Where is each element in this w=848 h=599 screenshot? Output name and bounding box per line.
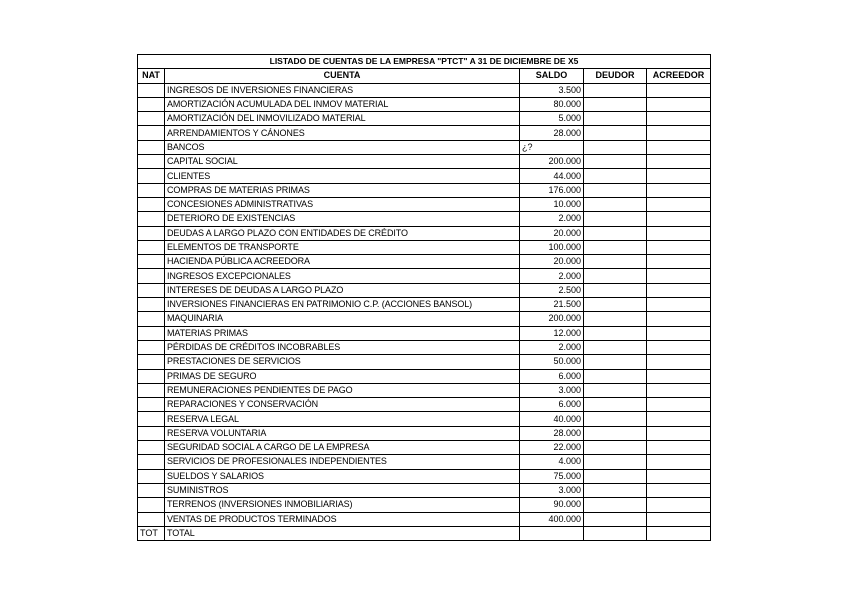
acreedor-cell[interactable]: [647, 383, 711, 397]
nat-cell[interactable]: [138, 441, 165, 455]
cuenta-cell: DETERIORO DE EXISTENCIAS: [165, 212, 520, 226]
deudor-cell[interactable]: [584, 140, 647, 154]
saldo-cell: 28.000: [520, 126, 584, 140]
acreedor-cell[interactable]: [647, 469, 711, 483]
deudor-cell[interactable]: [584, 112, 647, 126]
nat-cell[interactable]: [138, 212, 165, 226]
nat-cell[interactable]: [138, 326, 165, 340]
saldo-cell: 3.000: [520, 383, 584, 397]
acreedor-cell[interactable]: [647, 226, 711, 240]
cuenta-cell: INGRESOS DE INVERSIONES FINANCIERAS: [165, 83, 520, 97]
cuenta-cell: CLIENTES: [165, 169, 520, 183]
nat-cell[interactable]: [138, 340, 165, 354]
table-row: [138, 240, 711, 254]
deudor-cell[interactable]: [584, 183, 647, 197]
saldo-cell: 6.000: [520, 369, 584, 383]
table-body: [138, 83, 711, 526]
table-row: [138, 312, 711, 326]
nat-cell[interactable]: [138, 126, 165, 140]
total-label: TOTAL: [165, 526, 520, 540]
acreedor-cell[interactable]: [647, 269, 711, 283]
table-row: [138, 355, 711, 369]
saldo-cell: 2.500: [520, 283, 584, 297]
acreedor-cell[interactable]: [647, 183, 711, 197]
deudor-cell[interactable]: [584, 226, 647, 240]
table-row: [138, 226, 711, 240]
deudor-cell[interactable]: [584, 398, 647, 412]
cuenta-cell: RESERVA VOLUNTARIA: [165, 426, 520, 440]
acreedor-cell[interactable]: [647, 240, 711, 254]
saldo-cell: ¿?: [520, 140, 584, 154]
saldo-cell: 2.000: [520, 340, 584, 354]
nat-cell[interactable]: [138, 355, 165, 369]
deudor-cell[interactable]: [584, 298, 647, 312]
cuenta-cell: AMORTIZACIÓN ACUMULADA DEL INMOV MATERIAL: [165, 97, 520, 111]
acreedor-cell[interactable]: [647, 441, 711, 455]
saldo-cell: 2.000: [520, 269, 584, 283]
header-deudor: DEUDOR: [584, 69, 647, 83]
table-row: [138, 140, 711, 154]
deudor-cell[interactable]: [584, 169, 647, 183]
header-saldo: SALDO: [520, 69, 584, 83]
table-row: [138, 340, 711, 354]
nat-cell[interactable]: [138, 483, 165, 497]
saldo-cell: 200.000: [520, 312, 584, 326]
saldo-cell: 200.000: [520, 155, 584, 169]
table-row: [138, 83, 711, 97]
deudor-cell[interactable]: [584, 83, 647, 97]
deudor-cell[interactable]: [584, 383, 647, 397]
cuenta-cell: CAPITAL SOCIAL: [165, 155, 520, 169]
acreedor-cell[interactable]: [647, 512, 711, 526]
table-row: [138, 298, 711, 312]
acreedor-cell[interactable]: [647, 340, 711, 354]
saldo-cell: 3.500: [520, 83, 584, 97]
deudor-cell[interactable]: [584, 355, 647, 369]
table-row: [138, 97, 711, 111]
table-row: [138, 169, 711, 183]
table-row: [138, 426, 711, 440]
cuenta-cell: SEGURIDAD SOCIAL A CARGO DE LA EMPRESA: [165, 441, 520, 455]
nat-cell[interactable]: [138, 240, 165, 254]
header-cuenta: CUENTA: [165, 69, 520, 83]
cuenta-cell: REMUNERACIONES PENDIENTES DE PAGO: [165, 383, 520, 397]
title-row: [138, 55, 711, 69]
deudor-cell[interactable]: [584, 126, 647, 140]
cuenta-cell: TERRENOS (INVERSIONES INMOBILIARIAS): [165, 498, 520, 512]
acreedor-cell[interactable]: [647, 498, 711, 512]
nat-cell[interactable]: [138, 255, 165, 269]
nat-cell[interactable]: [138, 155, 165, 169]
acreedor-cell[interactable]: [647, 126, 711, 140]
nat-cell[interactable]: [138, 383, 165, 397]
deudor-cell[interactable]: [584, 197, 647, 211]
total-saldo[interactable]: [520, 526, 584, 540]
saldo-cell: 50.000: [520, 355, 584, 369]
deudor-cell[interactable]: [584, 340, 647, 354]
nat-cell[interactable]: [138, 298, 165, 312]
table-row: [138, 326, 711, 340]
nat-cell[interactable]: [138, 197, 165, 211]
acreedor-cell[interactable]: [647, 197, 711, 211]
acreedor-cell[interactable]: [647, 326, 711, 340]
table-row: [138, 255, 711, 269]
saldo-cell: 40.000: [520, 412, 584, 426]
table-row: [138, 441, 711, 455]
deudor-cell[interactable]: [584, 312, 647, 326]
nat-cell[interactable]: [138, 169, 165, 183]
deudor-cell[interactable]: [584, 97, 647, 111]
deudor-cell[interactable]: [584, 441, 647, 455]
saldo-cell: 90.000: [520, 498, 584, 512]
cuenta-cell: VENTAS DE PRODUCTOS TERMINADOS: [165, 512, 520, 526]
header-nat: NAT: [138, 69, 165, 83]
saldo-cell: 20.000: [520, 226, 584, 240]
nat-cell[interactable]: [138, 512, 165, 526]
saldo-cell: 20.000: [520, 255, 584, 269]
deudor-cell[interactable]: [584, 483, 647, 497]
nat-cell[interactable]: [138, 97, 165, 111]
saldo-cell: 400.000: [520, 512, 584, 526]
acreedor-cell[interactable]: [647, 140, 711, 154]
acreedor-cell[interactable]: [647, 355, 711, 369]
acreedor-cell[interactable]: [647, 369, 711, 383]
saldo-cell: 2.000: [520, 212, 584, 226]
total-row: [138, 526, 711, 540]
table-row: [138, 197, 711, 211]
table-row: [138, 398, 711, 412]
nat-cell[interactable]: [138, 140, 165, 154]
saldo-cell: 10.000: [520, 197, 584, 211]
table-row: [138, 498, 711, 512]
cuenta-cell: INGRESOS EXCEPCIONALES: [165, 269, 520, 283]
saldo-cell: 75.000: [520, 469, 584, 483]
cuenta-cell: COMPRAS DE MATERIAS PRIMAS: [165, 183, 520, 197]
acreedor-cell[interactable]: [647, 412, 711, 426]
table-row: [138, 412, 711, 426]
table-row: [138, 183, 711, 197]
acreedor-cell[interactable]: [647, 83, 711, 97]
acreedor-cell[interactable]: [647, 298, 711, 312]
saldo-cell: 3.000: [520, 483, 584, 497]
deudor-cell[interactable]: [584, 240, 647, 254]
acreedor-cell[interactable]: [647, 155, 711, 169]
deudor-cell[interactable]: [584, 326, 647, 340]
cuenta-cell: INVERSIONES FINANCIERAS EN PATRIMONIO C.P. (ACCIONES BANSOL): [165, 298, 520, 312]
cuenta-cell: DEUDAS A LARGO PLAZO CON ENTIDADES DE CRÉDITO: [165, 226, 520, 240]
deudor-cell[interactable]: [584, 412, 647, 426]
cuenta-cell: HACIENDA PÚBLICA ACREEDORA: [165, 255, 520, 269]
table-row: [138, 369, 711, 383]
cuenta-cell: INTERESES DE DEUDAS A LARGO PLAZO: [165, 283, 520, 297]
acreedor-cell[interactable]: [647, 283, 711, 297]
table-title: LISTADO DE CUENTAS DE LA EMPRESA "PTCT" A 31 DE DICIEMBRE DE X5: [138, 55, 711, 69]
table-row: [138, 455, 711, 469]
cuenta-cell: ELEMENTOS DE TRANSPORTE: [165, 240, 520, 254]
nat-cell[interactable]: [138, 369, 165, 383]
saldo-cell: 28.000: [520, 426, 584, 440]
total-deudor[interactable]: [584, 526, 647, 540]
cuenta-cell: PRESTACIONES DE SERVICIOS: [165, 355, 520, 369]
table-row: [138, 483, 711, 497]
nat-cell[interactable]: [138, 83, 165, 97]
nat-cell[interactable]: [138, 312, 165, 326]
table-row: [138, 126, 711, 140]
saldo-cell: 44.000: [520, 169, 584, 183]
cuenta-cell: REPARACIONES Y CONSERVACIÓN: [165, 398, 520, 412]
table-row: [138, 383, 711, 397]
acreedor-cell[interactable]: [647, 97, 711, 111]
acreedor-cell[interactable]: [647, 169, 711, 183]
saldo-cell: 5.000: [520, 112, 584, 126]
deudor-cell[interactable]: [584, 155, 647, 169]
acreedor-cell[interactable]: [647, 312, 711, 326]
cuenta-cell: MATERIAS PRIMAS: [165, 326, 520, 340]
nat-cell[interactable]: [138, 226, 165, 240]
table-row: [138, 269, 711, 283]
saldo-cell: 22.000: [520, 441, 584, 455]
deudor-cell[interactable]: [584, 255, 647, 269]
nat-cell[interactable]: [138, 283, 165, 297]
deudor-cell[interactable]: [584, 369, 647, 383]
table-row: [138, 112, 711, 126]
cuenta-cell: SUMINISTROS: [165, 483, 520, 497]
nat-cell[interactable]: [138, 412, 165, 426]
accounts-table: [137, 54, 711, 541]
nat-cell[interactable]: [138, 112, 165, 126]
acreedor-cell[interactable]: [647, 483, 711, 497]
table-row: [138, 212, 711, 226]
table-row: [138, 283, 711, 297]
saldo-cell: 176.000: [520, 183, 584, 197]
cuenta-cell: RESERVA LEGAL: [165, 412, 520, 426]
header-row: [138, 69, 711, 83]
cuenta-cell: PRIMAS DE SEGURO: [165, 369, 520, 383]
header-acreedor: ACREEDOR: [647, 69, 711, 83]
cuenta-cell: PÉRDIDAS DE CRÉDITOS INCOBRABLES: [165, 340, 520, 354]
deudor-cell[interactable]: [584, 498, 647, 512]
cuenta-cell: AMORTIZACIÓN DEL INMOVILIZADO MATERIAL: [165, 112, 520, 126]
nat-cell[interactable]: [138, 269, 165, 283]
table-row: [138, 155, 711, 169]
acreedor-cell[interactable]: [647, 255, 711, 269]
nat-cell[interactable]: [138, 455, 165, 469]
total-nat: TOT: [138, 526, 165, 540]
saldo-cell: 6.000: [520, 398, 584, 412]
deudor-cell[interactable]: [584, 426, 647, 440]
saldo-cell: 80.000: [520, 97, 584, 111]
table-row: [138, 512, 711, 526]
saldo-cell: 21.500: [520, 298, 584, 312]
nat-cell[interactable]: [138, 498, 165, 512]
nat-cell[interactable]: [138, 183, 165, 197]
acreedor-cell[interactable]: [647, 212, 711, 226]
total-acreedor[interactable]: [647, 526, 711, 540]
nat-cell[interactable]: [138, 398, 165, 412]
saldo-cell: 4.000: [520, 455, 584, 469]
cuenta-cell: MAQUINARIA: [165, 312, 520, 326]
deudor-cell[interactable]: [584, 269, 647, 283]
saldo-cell: 12.000: [520, 326, 584, 340]
acreedor-cell[interactable]: [647, 112, 711, 126]
saldo-cell: 100.000: [520, 240, 584, 254]
deudor-cell[interactable]: [584, 512, 647, 526]
cuenta-cell: CONCESIONES ADMINISTRATIVAS: [165, 197, 520, 211]
deudor-cell[interactable]: [584, 212, 647, 226]
acreedor-cell[interactable]: [647, 426, 711, 440]
cuenta-cell: BANCOS: [165, 140, 520, 154]
deudor-cell[interactable]: [584, 455, 647, 469]
cuenta-cell: ARRENDAMIENTOS Y CÁNONES: [165, 126, 520, 140]
deudor-cell[interactable]: [584, 283, 647, 297]
deudor-cell[interactable]: [584, 469, 647, 483]
cuenta-cell: SERVICIOS DE PROFESIONALES INDEPENDIENTES: [165, 455, 520, 469]
cuenta-cell: SUELDOS Y SALARIOS: [165, 469, 520, 483]
table-row: [138, 469, 711, 483]
nat-cell[interactable]: [138, 469, 165, 483]
acreedor-cell[interactable]: [647, 398, 711, 412]
nat-cell[interactable]: [138, 426, 165, 440]
acreedor-cell[interactable]: [647, 455, 711, 469]
